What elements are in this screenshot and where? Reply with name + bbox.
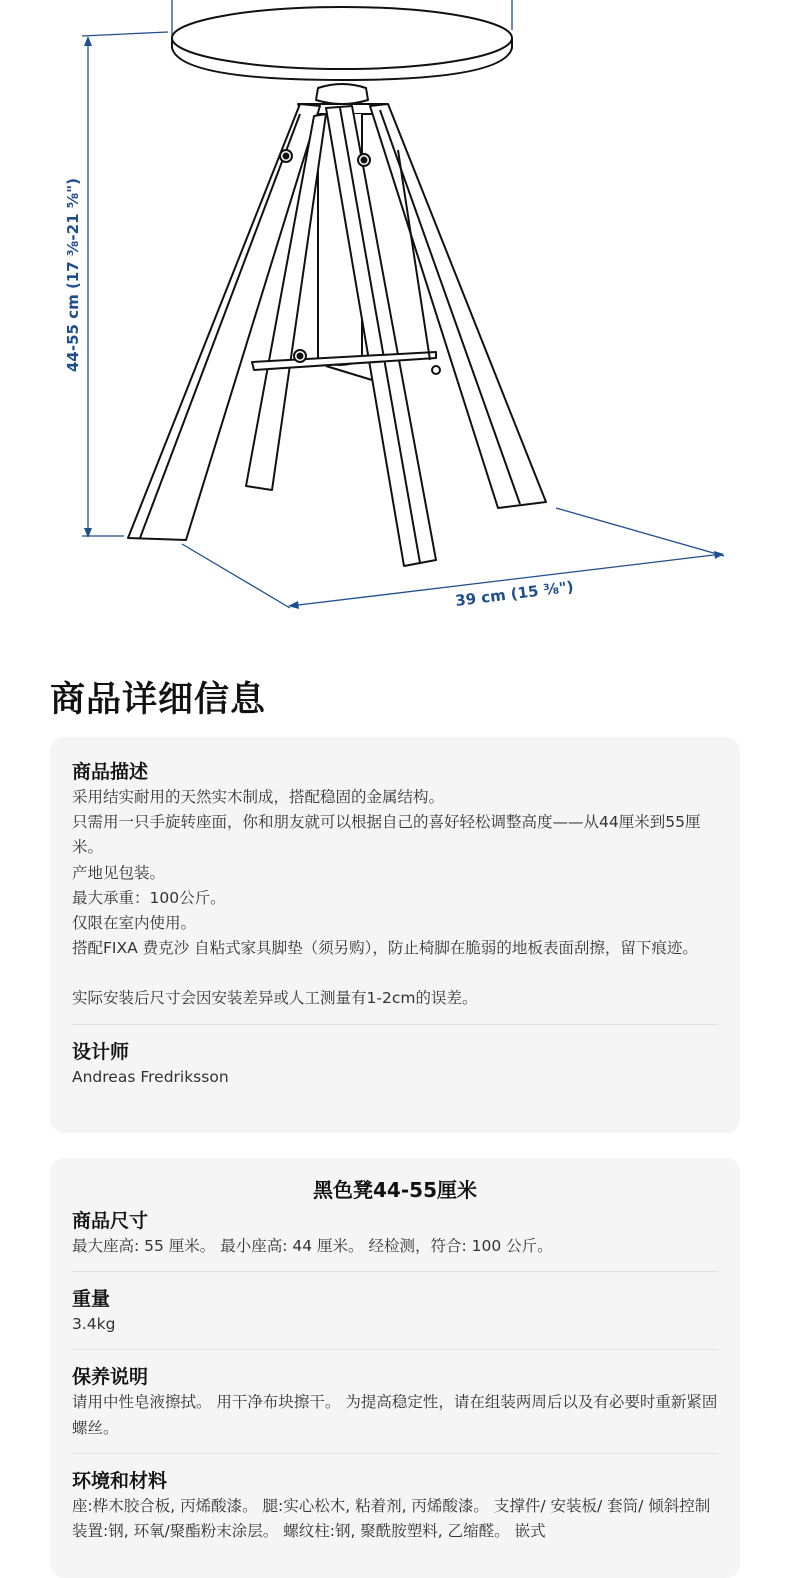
divider [72,1349,718,1350]
measurement-note: 实际安装后尺寸会因安装差异或人工测量有1-2cm的误差。 [72,989,478,1008]
width-dimension-label: 39 cm (15 ⅜") [454,577,575,610]
weight-title: 重量 [72,1288,111,1311]
description-line: 最大承重：100公斤。 [72,888,226,907]
description-line: 采用结实耐用的天然实木制成，搭配稳固的金属结构。 [72,788,445,806]
weight-text: 3.4kg [72,1315,116,1334]
divider [72,1024,718,1025]
designer-title: 设计师 [72,1040,130,1063]
size-text: 最大座高: 55 厘米。 最小座高: 44 厘米。 经检测，符合: 100 公斤。 [72,1237,553,1255]
size-title: 商品尺寸 [72,1210,149,1232]
care-title: 保养说明 [72,1366,149,1389]
description-line: 搭配FIXA 费克沙 自粘式家具脚垫（须另购），防止椅脚在脆弱的地板表面刮擦，留下痕迹。 [72,939,698,958]
product-specs-card [50,1158,740,1578]
product-details-heading: 商品详细信息 [50,680,267,720]
materials-title: 环境和材料 [72,1469,168,1492]
height-dimension-label: 44-55 cm (17 ⅜-21 ⅝") [64,178,82,372]
designer-name: Andreas Fredriksson [72,1067,229,1086]
description-line: 只需用一只手旋转座面，你和朋友就可以根据自己的喜好轻松调整高度——从44厘米到55厘米。 [72,813,701,857]
variant-title: 黑色凳44-55厘米 [313,1178,477,1202]
description-line: 仅限在室内使用。 [72,914,197,933]
stool-dimension-drawing [0,0,790,640]
divider [72,1453,718,1454]
care-text: 请用中性皂液擦拭。 用干净布块擦干。 为提高稳定性，请在组装两周后以及有必要时重新紧固螺丝。 [72,1393,718,1437]
materials-text: 座:桦木胶合板, 丙烯酸漆。 腿:实心松木, 粘着剂, 丙烯酸漆。 支撑件/ 安装板/ 套筒/ 倾斜控制装置:钢, 环氧/聚酯粉末涂层。 螺纹柱:钢, 聚酰胺塑料, 乙缩醛。 嵌式 [72,1496,711,1541]
description-line: 产地见包装。 [72,863,166,882]
divider [72,1271,718,1272]
description-title: 商品描述 [72,761,149,783]
product-description-card [50,737,740,1133]
